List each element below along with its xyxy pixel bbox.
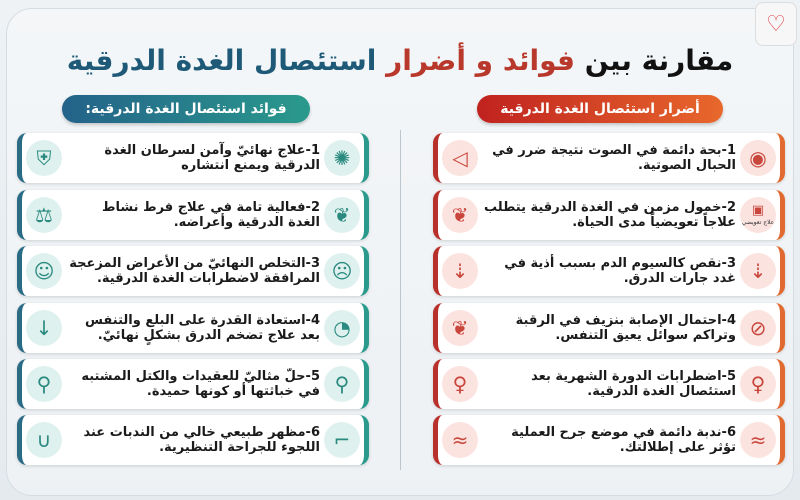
bottle-label: علاج تعويضي — [741, 219, 775, 226]
speaker-icon: ◁ — [442, 140, 478, 176]
bleeding-neck-icon: ⊘ — [740, 310, 776, 346]
harm-text-content: 2-خمول مزمن في الغدة الدرقية يتطلب علاجاً تعويضياً مدى الحياة. — [484, 200, 736, 230]
cancer-cell-icon: ✺ — [324, 140, 360, 176]
harm-text-content: 1-بحة دائمة في الصوت نتيجة ضرر في الحبال الصوتية. — [492, 143, 736, 173]
benefit-card — [17, 415, 369, 465]
thyroid-neck-icon: ❦ — [442, 310, 478, 346]
thyroid-icon: ❦ — [324, 197, 360, 233]
harm-text — [482, 133, 736, 183]
harms-header: أضرار استئصال الغدة الدرقية — [477, 95, 723, 123]
neck-icon: ∪ — [26, 422, 62, 458]
magnifier-check-icon: ⚲ — [26, 366, 62, 402]
calendar-female-icon: ♀ — [442, 366, 478, 402]
magnifier-check-icon: ⚲ — [324, 366, 360, 402]
page-title — [60, 44, 740, 77]
benefit-card — [17, 133, 369, 183]
benefit-text-content: 5-حلّ مثاليّ للعقيدات والكتل المشتبه في خباثتها أو كونها حميدة. — [81, 369, 320, 399]
harm-card — [433, 415, 785, 465]
sick-person-icon: ☹ — [324, 253, 360, 289]
harm-text — [482, 359, 736, 409]
title-part-2: فوائد و أضرار — [386, 44, 575, 77]
harm-card — [433, 133, 785, 183]
title-part-3: استئصال الغدة الدرقية — [66, 44, 377, 77]
balance-scale-icon: ⚖ — [26, 197, 62, 233]
benefit-text-content: 6-مظهر طبيعي خالي من الندبات عند اللجوء للجراحة التنظيرية. — [83, 425, 320, 455]
shield-icon: ⛨ — [26, 140, 62, 176]
benefit-text — [66, 246, 320, 296]
neck-scar-icon: ≈ — [442, 422, 478, 458]
benefit-text — [66, 303, 320, 353]
harm-card — [433, 246, 785, 296]
thyroid-icon: ❦ — [442, 197, 478, 233]
neck-scar-icon: ≈ — [740, 422, 776, 458]
harm-text-content: 6-ندبة دائمة في موضع جرح العملية تؤثر على إطلالتك. — [511, 425, 736, 455]
calendar-female-icon: ♀ — [740, 366, 776, 402]
harm-card — [433, 303, 785, 353]
mouth-icon: ◉ — [740, 140, 776, 176]
neck-swallow-icon: ↓ — [26, 310, 62, 346]
harm-text — [482, 246, 736, 296]
bone-down-icon: ⇣ — [740, 253, 776, 289]
column-divider — [400, 130, 401, 470]
harm-text-content: 5-اضطرابات الدورة الشهرية بعد استئصال الغدة الدرقية. — [531, 369, 736, 399]
benefit-text — [66, 190, 320, 240]
benefit-text-content: 4-استعادة القدرة على البلع والتنفس بعد علاج تضخم الدرق بشكلٍ نهائيّ. — [85, 313, 320, 343]
bone-down-icon: ⇣ — [442, 253, 478, 289]
harm-text-content: 3-نقص كالسيوم الدم بسبب أذية في غدد جارات الدرق. — [504, 256, 736, 286]
title-part-1: مقارنة بين — [584, 44, 734, 77]
harm-card — [433, 190, 785, 240]
benefit-text-content: 3-التخلص النهائيّ من الأعراض المزعجة المرافقة لاضطرابات الغدة الدرقية. — [69, 256, 320, 286]
benefit-text — [66, 359, 320, 409]
medicine-bottle-icon: ▣ علاج تعويضي — [740, 197, 776, 233]
benefit-card — [17, 359, 369, 409]
benefit-text — [66, 133, 320, 183]
benefit-card — [17, 303, 369, 353]
benefit-text — [66, 415, 320, 465]
logo-heart-stethoscope-icon: ♡ — [755, 2, 797, 46]
benefit-text-content: 1-علاج نهائيّ وآمن لسرطان الغدة الدرقية ويمنع انتشاره — [104, 143, 320, 173]
harm-text — [482, 190, 736, 240]
harm-text — [482, 415, 736, 465]
benefit-card — [17, 190, 369, 240]
benefit-text-content: 2-فعالية تامة في علاج فرط نشاط الغدة الدرقية وأعراضه. — [102, 200, 320, 230]
endoscope-icon: ⌐ — [324, 422, 360, 458]
thinking-person-icon: ☺ — [26, 253, 62, 289]
harm-text — [482, 303, 736, 353]
benefit-card — [17, 246, 369, 296]
harm-card — [433, 359, 785, 409]
harm-text-content: 4-احتمال الإصابة بنزيف في الرقبة وتراكم سوائل يعيق التنفس. — [515, 313, 736, 343]
throat-icon: ◔ — [324, 310, 360, 346]
benefits-header: فوائد استئصال الغدة الدرقية: — [62, 95, 310, 123]
